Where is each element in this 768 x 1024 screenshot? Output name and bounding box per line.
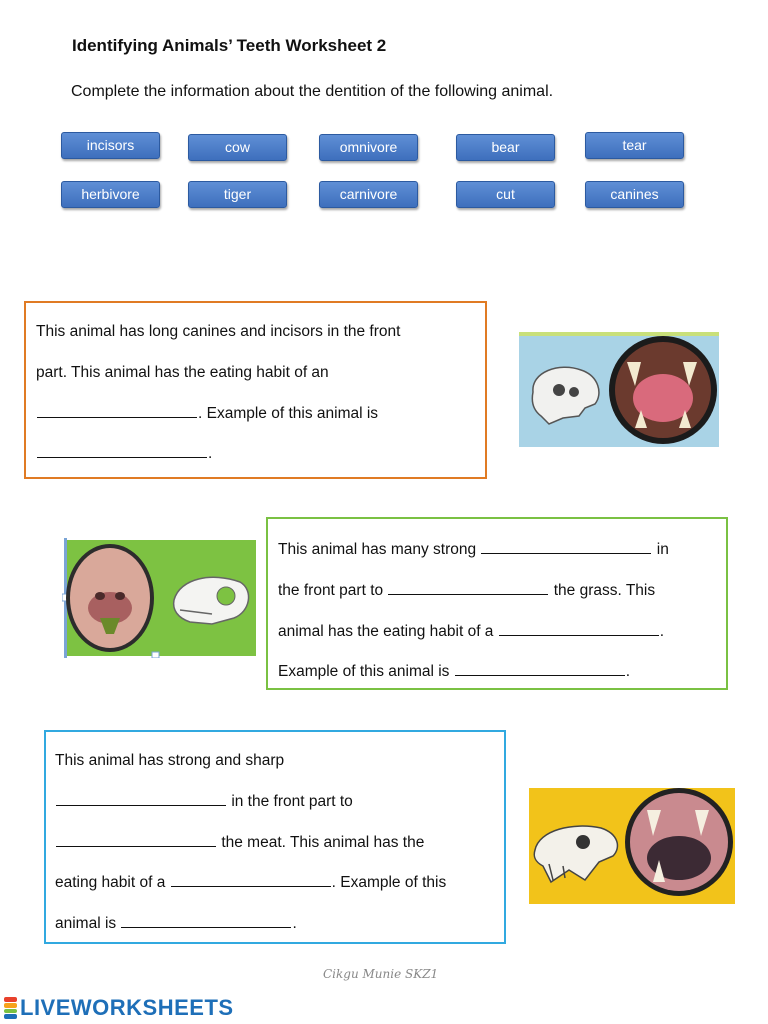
answer-blank[interactable] [455,661,625,676]
answer-blank[interactable] [56,832,216,847]
logo-text: LIVEWORKSHEETS [20,995,234,1020]
word-tear[interactable]: tear [585,132,684,159]
logo-icon [4,997,17,1019]
answer-blank[interactable] [37,403,197,418]
worksheet-title: Identifying Animals’ Teeth Worksheet 2 [72,36,387,55]
answer-blank[interactable] [121,913,291,928]
answer-blank[interactable] [56,791,226,806]
word-herbivore[interactable]: herbivore [61,181,160,208]
animal-face-icon [66,544,154,652]
question-box-carnivore [44,730,506,944]
instruction-text: Complete the information about the dentition of the following animal. [71,83,554,100]
word-tiger[interactable]: tiger [188,181,287,208]
word-carnivore[interactable]: carnivore [319,181,418,208]
answer-blank[interactable] [171,872,331,887]
answer-blank[interactable] [499,621,659,636]
carnivore-teeth-image [529,786,739,906]
word-canines[interactable]: canines [585,181,684,208]
question-box-omnivore [24,301,487,479]
answer-blank[interactable] [37,443,207,458]
question-text: This animal has long canines and incisors in the front part. This animal has the eating habit of an . Example of this animal is . [36,323,401,463]
open-mouth-icon [625,788,733,896]
word-cut[interactable]: cut [456,181,555,208]
omnivore-teeth-image [519,332,724,447]
open-mouth-icon [609,336,717,444]
answer-blank[interactable] [481,539,651,554]
question-box-herbivore [266,517,728,690]
word-incisors[interactable]: incisors [61,132,160,159]
skull-icon [174,577,249,624]
question-text: This animal has strong and sharp in the front part to the meat. This animal has the eating habit of a . Example of this animal is . [55,752,447,933]
word-bear[interactable]: bear [456,134,555,161]
author-credit: Cikgu Munie SKZ1 [323,967,439,981]
answer-blank[interactable] [388,580,548,595]
word-cow[interactable]: cow [188,134,287,161]
word-omnivore[interactable]: omnivore [319,134,418,161]
liveworksheets-logo[interactable] [4,996,234,1020]
question-text: This animal has many strong in the front part to the grass. This animal has the eating habit of a . Example of this animal is . [278,541,669,681]
herbivore-teeth-image [62,538,257,658]
